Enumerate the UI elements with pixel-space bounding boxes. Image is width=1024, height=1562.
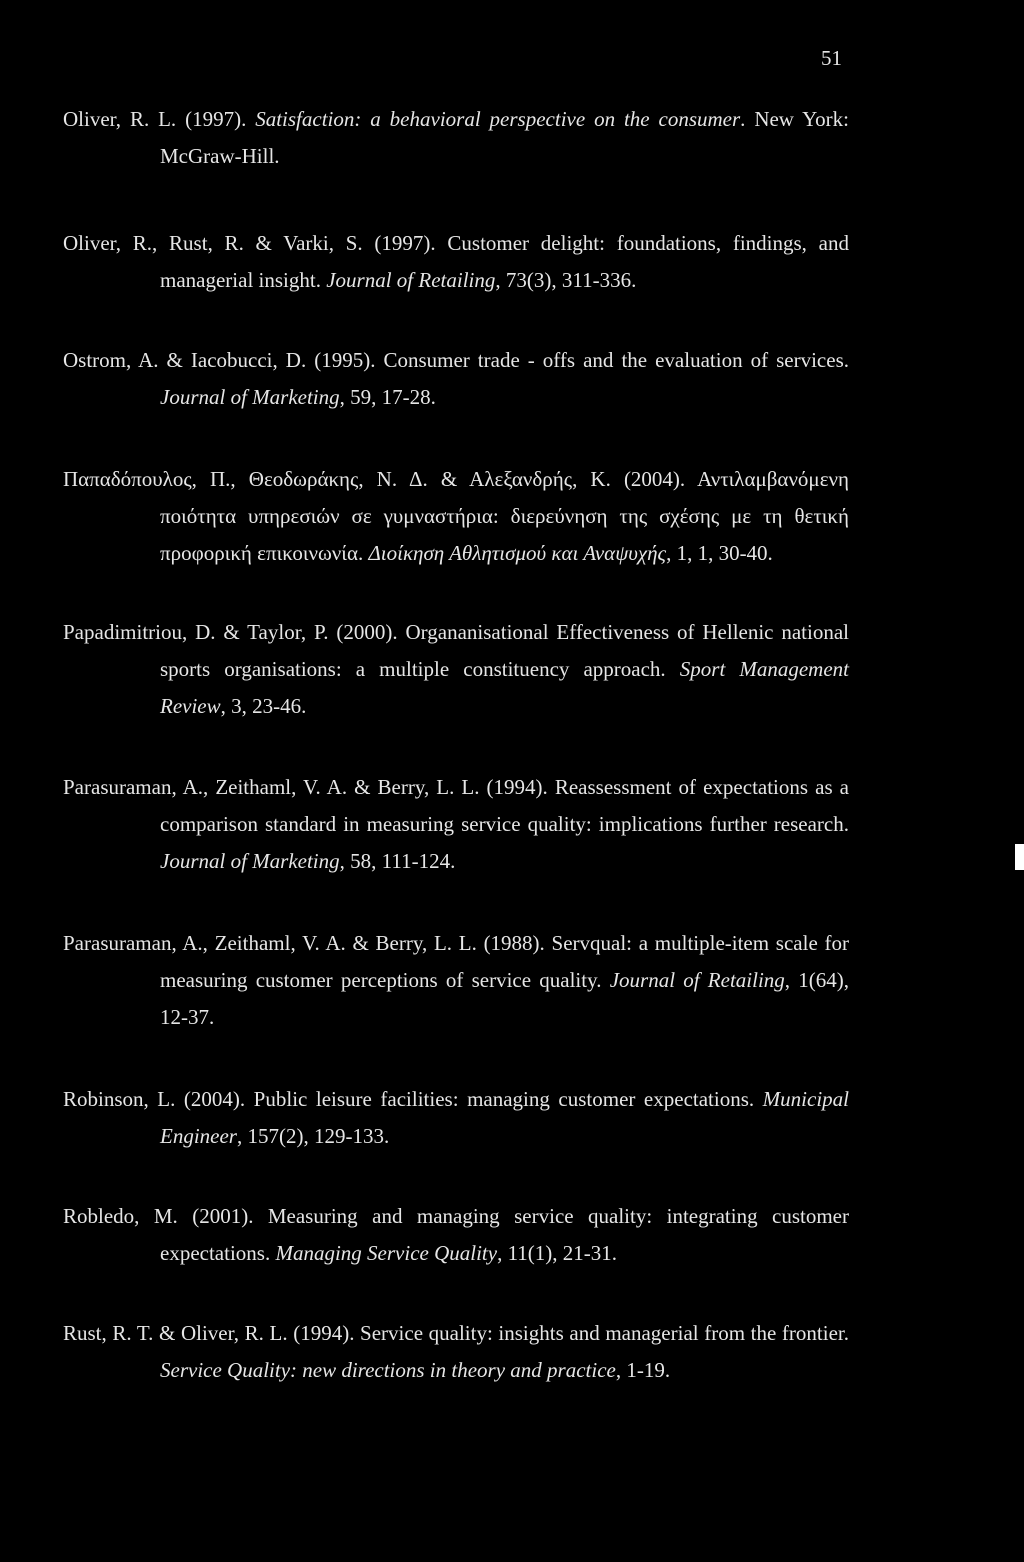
- reference-details: , 73(3), 311-336.: [495, 268, 637, 292]
- reference-title: Service Quality: new directions in theory and practice: [160, 1358, 616, 1382]
- reference-text: Rust, R. T. & Oliver, R. L. (1994). Service quality: insights and managerial from the frontier.: [63, 1321, 849, 1345]
- reference-text: Papadimitriou, D. & Taylor, P. (2000). Organanisational Effectiveness of Hellenic national sports organisations: a multiple constituency approach.: [63, 620, 849, 681]
- reference-text: Ostrom, A. & Iacobucci, D. (1995). Consumer trade - offs and the evaluation of services.: [63, 348, 849, 372]
- reference-entry: [63, 614, 849, 725]
- reference-details: , 1(64), 12-37.: [160, 968, 849, 1029]
- reference-details: , 11(1), 21-31.: [497, 1241, 618, 1265]
- reference-details: , 157(2), 129-133.: [236, 1124, 390, 1148]
- reference-entry: [63, 342, 849, 416]
- reference-entry: [63, 925, 849, 1036]
- reference-title: Municipal Engineer: [160, 1087, 849, 1148]
- reference-title: Managing Service Quality: [275, 1241, 498, 1265]
- reference-text: Parasuraman, A., Zeithaml, V. A. & Berry, L. L. (1994). Reassessment of expectations as a comparison standard in measuring service quality: implications further research.: [63, 775, 849, 836]
- reference-details: . New York: McGraw-Hill.: [160, 107, 849, 168]
- reference-details: , 3, 23-46.: [220, 694, 307, 718]
- reference-entry: [63, 1198, 849, 1272]
- reference-details: , 58, 111-124.: [339, 849, 456, 873]
- reference-text: Oliver, R. L. (1997).: [63, 107, 256, 131]
- reference-title: Sport Management Review: [160, 657, 849, 718]
- reference-text: Parasuraman, A., Zeithaml, V. A. & Berry, L. L. (1988). Servqual: a multiple-item scale for measuring customer perceptions of service quality.: [63, 931, 849, 992]
- page-number: 51: [821, 46, 842, 70]
- reference-title: Journal of Retailing: [609, 968, 785, 992]
- reference-details: , 59, 17-28.: [339, 385, 436, 409]
- reference-details: , 1-19.: [615, 1358, 671, 1382]
- reference-entry: [63, 225, 849, 299]
- reference-entry: [63, 769, 849, 880]
- reference-title: Διοίκηση Αθλητισμού και Αναψυχής: [368, 541, 667, 565]
- reference-title: Journal of Marketing: [160, 849, 340, 873]
- reference-title: Journal of Marketing: [160, 385, 340, 409]
- scan-edge-mark: [1015, 844, 1024, 870]
- reference-text: Oliver, R., Rust, R. & Varki, S. (1997). Customer delight: foundations, findings, and managerial insight.: [63, 231, 849, 292]
- reference-title: Journal of Retailing: [326, 268, 496, 292]
- reference-entry: [63, 461, 849, 572]
- reference-title: Satisfaction: a behavioral perspective on the consumer: [255, 107, 741, 131]
- reference-entry: [63, 1315, 849, 1389]
- reference-text: Παπαδόπουλος, Π., Θεοδωράκης, Ν. Δ. & Αλεξανδρής, Κ. (2004). Αντιλαμβανόμενη ποιότητα υπηρεσιών σε γυμναστήρια: διερεύνηση της σχέσης με τη θετική προφορική επικοινωνία.: [63, 467, 849, 565]
- reference-details: , 1, 1, 30-40.: [666, 541, 773, 565]
- reference-text: Robinson, L. (2004). Public leisure facilities: managing customer expectations.: [63, 1087, 763, 1111]
- reference-entry: [63, 1081, 849, 1155]
- reference-entry: [63, 101, 849, 175]
- reference-text: Robledo, M. (2001). Measuring and managing service quality: integrating customer expectations.: [63, 1204, 849, 1265]
